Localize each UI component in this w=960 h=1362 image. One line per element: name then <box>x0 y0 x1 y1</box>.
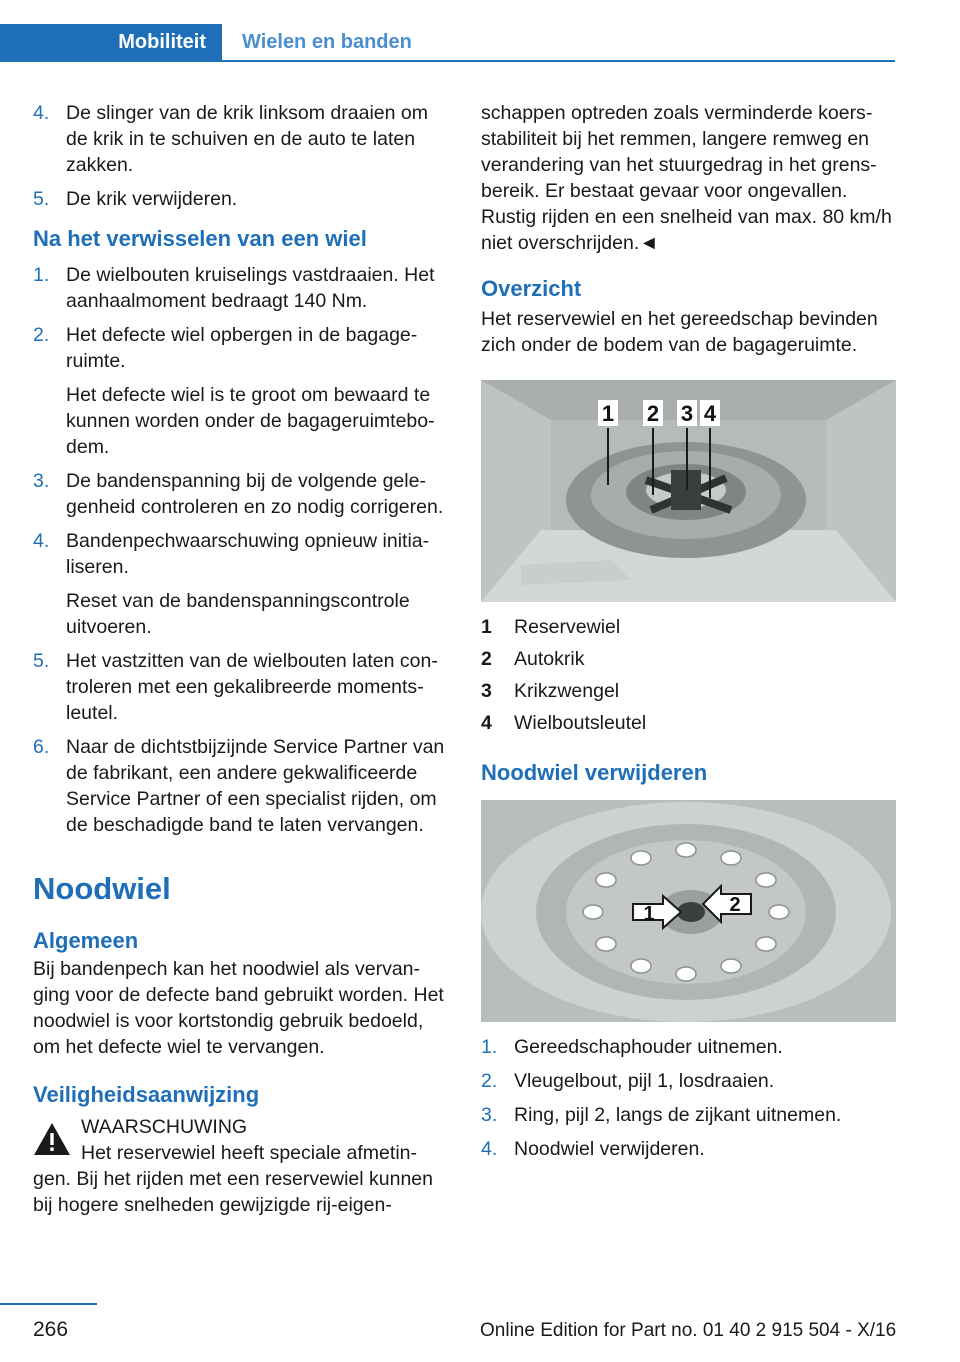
list-item: 1. Gereedschaphouder uitnemen. <box>481 1036 783 1058</box>
list-item: 1. De wielbouten kruiselings vastdraaien. Het aanhaalmoment bedraagt 140 Nm. <box>33 264 435 312</box>
list-item: 2. Het defecte wiel opbergen in de bagageruimte. Het defecte wiel is te groot om bewaard te kunnen worden onder de bagageruimtebodem. <box>33 324 435 458</box>
subsection-title-safety: Veiligheidsaanwijzing <box>33 1082 260 1107</box>
legend-item: 1 Reservewiel <box>481 616 621 638</box>
legend-item: 3 Krikzwengel <box>481 680 620 702</box>
figure2-label-2: 2 <box>729 894 741 916</box>
list-item: 5. Het vastzitten van de wielbouten laten controleren met een gekalibreerde momentsleutel. <box>33 650 438 724</box>
warning-block <box>33 1114 448 1166</box>
warning-triangle-icon <box>33 1122 71 1166</box>
warning-text-end: schappen optreden zoals verminderde koersstabiliteit bij het remmen, langere remweg en verandering van het stuurgedrag in het grensbereik. Er bestaat gevaar voor ongevallen. Rustig rijden en een snelheid van max. 80 km/h niet overschrijden.◄ <box>481 102 892 254</box>
wheel-removal-illustration <box>481 800 896 1022</box>
warning-text-start: Het reservewiel heeft speciale afmetin- <box>81 1142 417 1164</box>
figure1-label-4: 4 <box>703 401 717 426</box>
edition-text: Online Edition for Part no. 01 40 2 915 504 - X/16 <box>480 1320 897 1341</box>
tab-mobiliteit[interactable]: Mobiliteit <box>0 24 222 62</box>
page-number: 266 <box>33 1318 69 1341</box>
section-title-remove: Noodwiel verwijderen <box>481 760 708 785</box>
figure-spare-wheel-tools <box>481 380 896 602</box>
list-item: 5. De krik verwijderen. <box>33 188 238 210</box>
list-item: 3. De bandenspanning bij de volgende gelegenheid controleren en zo nodig corrigeren. <box>33 470 444 518</box>
list-item: 4. De slinger van de krik linksom draaien om de krik in te schuiven en de auto te laten zakken. <box>33 102 428 176</box>
list-item: 2. Vleugelbout, pijl 1, losdraaien. <box>481 1070 775 1092</box>
legend-item: 4 Wielboutsleutel <box>481 712 647 734</box>
figure1-label-1: 1 <box>601 401 615 426</box>
steps-remove-wheel <box>481 1034 896 1162</box>
subsection-title-algemeen: Algemeen <box>33 928 139 953</box>
legend-item: 2 Autokrik <box>481 648 585 670</box>
tab-wielen-en-banden[interactable]: Wielen en banden <box>242 31 412 53</box>
header-divider <box>0 60 895 62</box>
section-title-overzicht: Overzicht <box>481 276 582 301</box>
steps-after-change <box>33 262 448 838</box>
chapter-title-noodwiel: Noodwiel <box>33 871 171 906</box>
steps-lower-car <box>33 100 448 212</box>
spare-wheel-illustration <box>481 380 896 602</box>
page-header <box>0 0 895 62</box>
right-column <box>481 100 896 1170</box>
figure1-legend <box>481 614 896 736</box>
figure1-label-3: 3 <box>680 401 694 426</box>
figure1-label-2: 2 <box>646 401 660 426</box>
general-paragraph: Bij bandenpech kan het noodwiel als vervanging voor de defecte band gebruikt worden. Het noodwiel is voor kortstondig gebruik bedoeld, om het defecte wiel te vervangen. <box>33 958 444 1058</box>
list-item: 4. Noodwiel verwijderen. <box>481 1138 705 1160</box>
warning-label: WAARSCHUWING <box>81 1116 248 1138</box>
list-item: 3. Ring, pijl 2, langs de zijkant uitnemen. <box>481 1104 842 1126</box>
figure2-label-1: 1 <box>643 903 655 925</box>
warning-text-cont: gen. Bij het rijden met een reservewiel kunnen bij hogere snelheden gewijzigde rij-eigen- <box>33 1168 433 1216</box>
figure-remove-spare-wheel <box>481 800 896 1022</box>
overview-paragraph: Het reservewiel en het gereedschap bevinden zich onder de bodem van de bagageruimte. <box>481 308 878 356</box>
list-item: 6. Naar de dichtstbijzijnde Service Partner van de fabrikant, een andere gekwalificeerde Service Partner of een specialist rijden, om de beschadigde band te laten vervangen. <box>33 736 445 836</box>
list-item: 4. Bandenpechwaarschuwing opnieuw initialiseren. Reset van de bandenspanningscontrole uitvoeren. <box>33 530 430 638</box>
footer-divider <box>0 1303 97 1305</box>
left-column <box>33 100 448 1218</box>
section-title-after-change: Na het verwisselen van een wiel <box>33 226 367 251</box>
